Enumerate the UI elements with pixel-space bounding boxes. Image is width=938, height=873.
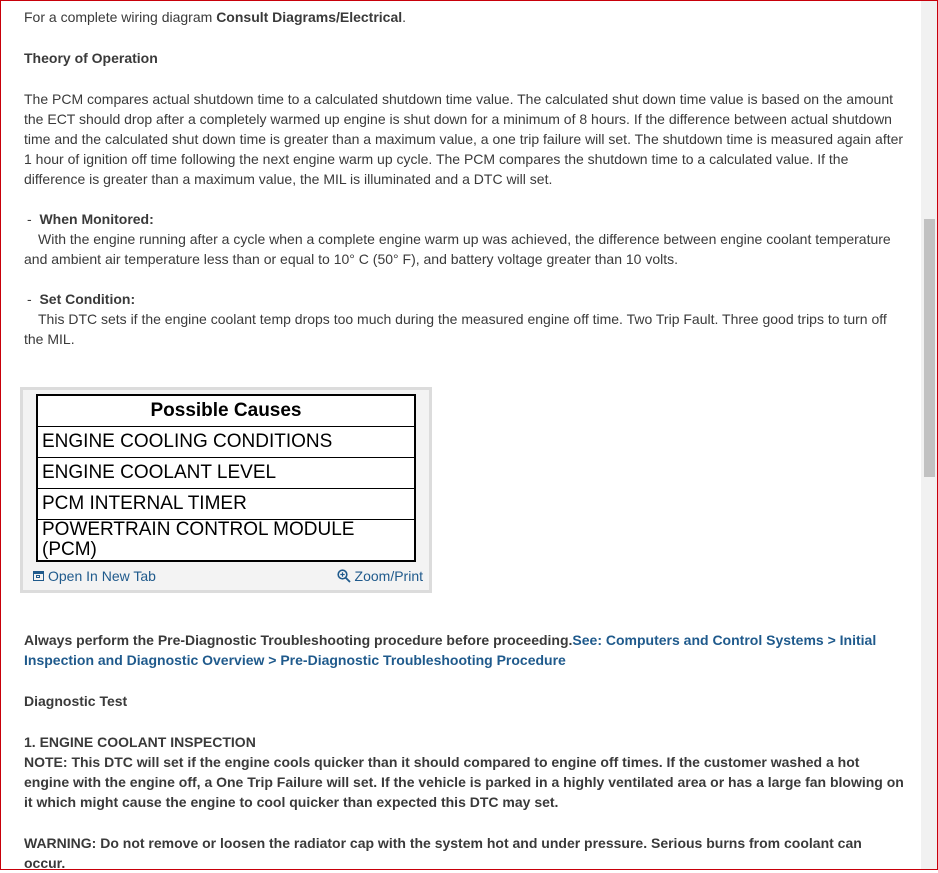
set-condition-label: - Set Condition: [27,291,136,307]
possible-causes-table [36,394,416,562]
theory-heading: Theory of Operation [24,50,158,66]
cause-row: PCM INTERNAL TIMER [37,489,415,520]
possible-causes-figure [20,387,432,593]
scrollbar-thumb[interactable] [924,219,935,477]
pre-diagnostic-paragraph: Always perform the Pre-Diagnostic Troubleshooting procedure before proceeding.See: Computers and Control Systems > Initial Inspection and Diagnostic Overview > Pre-Diagnostic Troubleshooting Procedure [24,632,877,668]
when-monitored-label: - When Monitored: [27,211,154,227]
causes-header: Possible Causes [37,395,415,427]
cause-row: ENGINE COOLING CONDITIONS [37,427,415,458]
zoom-print-button[interactable]: Zoom/Print [337,566,423,586]
article-content [24,0,904,873]
pre-diagnostic-link[interactable]: See: Computers and Control Systems > Initial Inspection and Diagnostic Overview > Pre-Diagnostic Troubleshooting Procedure [24,632,877,668]
consult-diagrams-link[interactable]: Consult Diagrams/Electrical [216,9,403,25]
theory-body: The PCM compares actual shutdown time to a calculated shutdown time value. The calculated shut down time value is based on the amount the ECT should drop after a completely warmed up engine is shut down for a minimum of 8 hours. If the difference between actual shutdown time and the calculated shut down time is greater than a maximum value, a one trip failure will set. The shutdown time is measured again after 1 hour of ignition off time following the next engine warm up cycle. The PCM compares the shutdown time to a calculated value. If the difference is greater than a maximum value, the MIL is illuminated and a DTC will set. [24,91,904,187]
zoom-icon [337,569,351,583]
when-monitored-body: With the engine running after a cycle when a complete engine warm up was achieved, the difference between engine coolant temperature and ambient air temperature less than or equal to 10° C (50° F), and battery voltage greater than 10 volts. [24,231,891,267]
step-1-warning: WARNING: Do not remove or loosen the radiator cap with the system hot and under pressure. Serious burns from coolant can occur. [24,835,862,871]
new-tab-icon [33,571,44,581]
vertical-scrollbar[interactable] [921,1,937,869]
step-1-title: 1. ENGINE COOLANT INSPECTION [24,734,256,750]
step-1-note: NOTE: This DTC will set if the engine cools quicker than it should compared to engine off times. If the customer washed a hot engine with the engine off, a One Trip Failure will set. If the vehicle is parked in a highly ventilated area or has a large fan blowing on it which might cause the engine to cool quicker than expected this DTC may set. [24,754,904,810]
set-condition-body: This DTC sets if the engine coolant temp drops too much during the measured engine off time. Two Trip Fault. Three good trips to turn off the MIL. [24,311,887,347]
intro-line: For a complete wiring diagram Consult Diagrams/Electrical. [24,9,407,25]
figure-actions [27,562,425,590]
open-in-new-tab-button[interactable]: Open In New Tab [33,566,156,586]
diagnostic-test-heading: Diagnostic Test [24,693,128,709]
cause-row: ENGINE COOLANT LEVEL [37,458,415,489]
cause-row: POWERTRAIN CONTROL MODULE (PCM) [37,520,415,562]
